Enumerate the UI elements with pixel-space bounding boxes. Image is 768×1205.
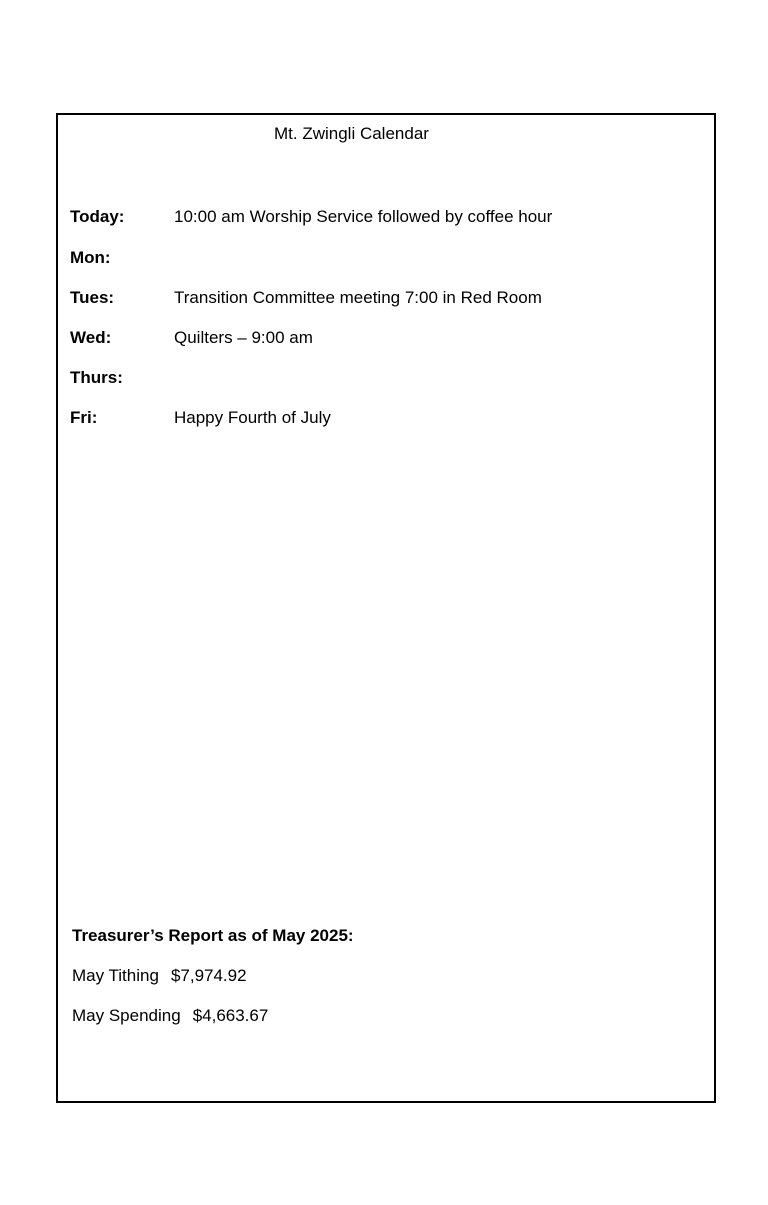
spending-line bbox=[72, 1006, 268, 1026]
spending-label: May Spending bbox=[72, 1006, 181, 1025]
tithing-label: May Tithing bbox=[72, 966, 159, 985]
tithing-amount: $7,974.92 bbox=[170, 966, 247, 985]
event-text: 10:00 am Worship Service followed by coffee hour bbox=[174, 207, 553, 226]
calendar-title: Mt. Zwingli Calendar bbox=[274, 124, 429, 143]
day-label: Mon: bbox=[70, 248, 111, 267]
event-text: Transition Committee meeting 7:00 in Red Room bbox=[174, 288, 542, 307]
event-text: Quilters – 9:00 am bbox=[174, 328, 313, 347]
day-label: Fri: bbox=[70, 408, 98, 427]
day-label: Wed: bbox=[70, 328, 112, 347]
tithing-line bbox=[72, 966, 247, 986]
day-label: Thurs: bbox=[70, 368, 123, 387]
spending-amount: $4,663.67 bbox=[192, 1006, 269, 1025]
event-text: Happy Fourth of July bbox=[174, 408, 331, 427]
day-label: Tues: bbox=[70, 288, 115, 307]
bulletin-frame bbox=[56, 113, 716, 1103]
treasurer-report-heading: Treasurer’s Report as of May 2025: bbox=[72, 926, 354, 945]
day-label: Today: bbox=[70, 207, 125, 226]
